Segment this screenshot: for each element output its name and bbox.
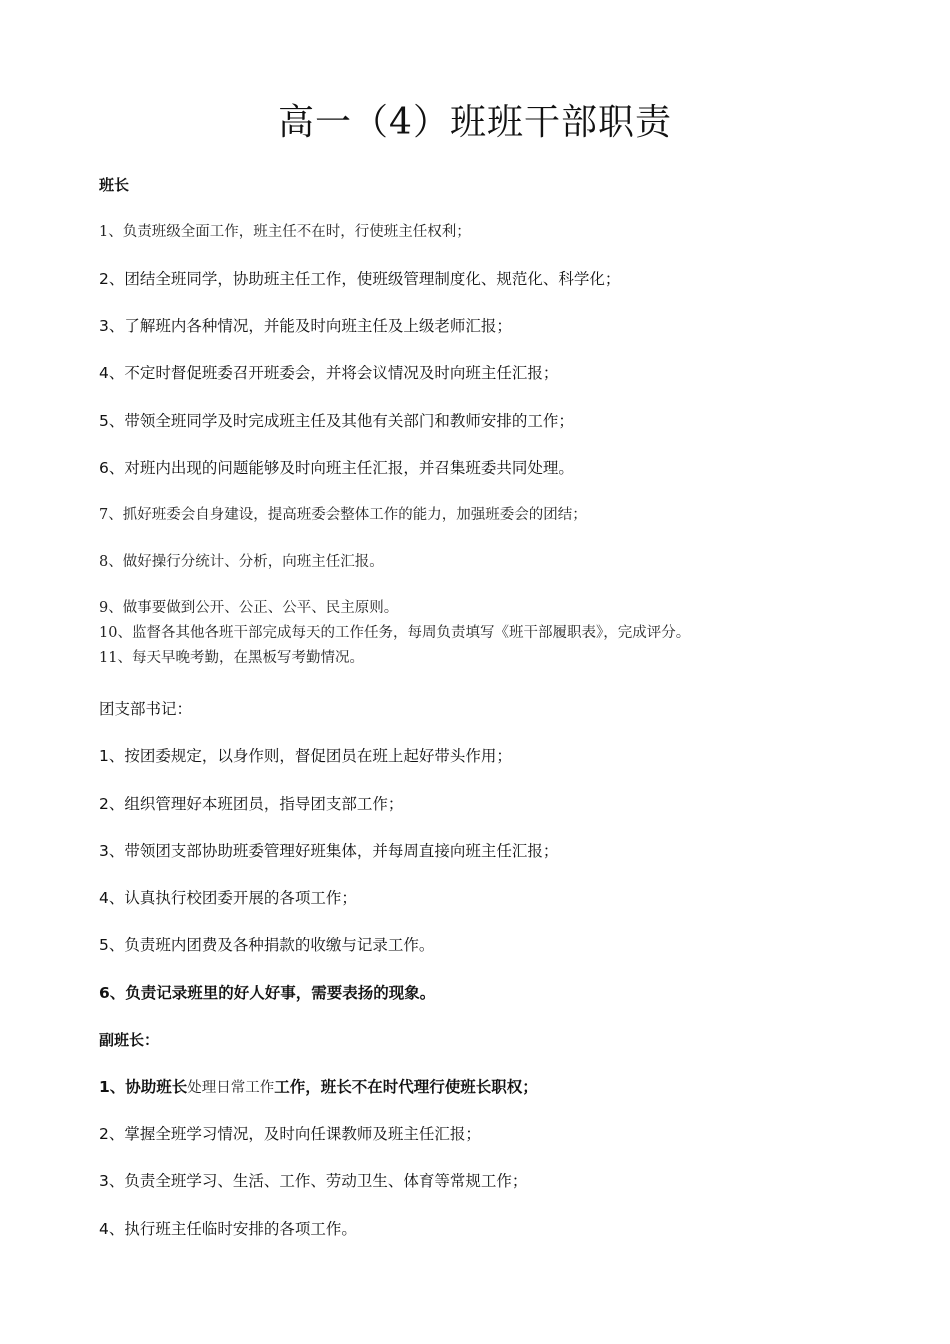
document-title: 高一（4）班班干部职责 [278,102,672,143]
league-duty-1: 1、按团委规定，以身作则，督促团员在班上起好带头作用； [99,747,512,765]
league-duty-6: 6、负责记录班里的好人好事，需要表扬的现象。 [99,984,436,1002]
league-duty-2: 2、组织管理好本班团员，指导团支部工作； [99,795,404,813]
vice-duty-4: 4、执行班主任临时安排的各项工作。 [99,1220,357,1238]
monitor-duty-4: 4、不定时督促班委召开班委会，并将会议情况及时向班主任汇报； [99,364,559,382]
vice-duty-1 [99,1077,538,1098]
vice-duty-1-part-a: 1、协助班长 [99,1078,188,1096]
monitor-duty-1: 1、负责班级全面工作，班主任不在时，行使班主任权利； [99,224,471,240]
monitor-duty-3: 3、了解班内各种情况，并能及时向班主任及上级老师汇报； [99,317,512,335]
monitor-duty-2: 2、团结全班同学，协助班主任工作，使班级管理制度化、规范化、科学化； [99,270,621,288]
monitor-duty-6: 6、对班内出现的问题能够及时向班主任汇报，并召集班委共同处理。 [99,459,574,477]
section-heading-league-secretary: 团支部书记： [99,700,193,718]
league-duty-3: 3、带领团支部协助班委管理好班集体，并每周直接向班主任汇报； [99,842,559,860]
monitor-duty-11: 11、每天早晚考勤，在黑板写考勤情况。 [99,650,364,666]
league-duty-5: 5、负责班内团费及各种捐款的收缴与记录工作。 [99,936,435,954]
vice-duty-1-part-c: 工作，班长不在时代理行使班长职权； [274,1078,538,1096]
monitor-duty-8: 8、做好操行分统计、分析，向班主任汇报。 [99,554,384,570]
monitor-duty-7: 7、抓好班委会自身建设，提高班委会整体工作的能力，加强班委会的团结； [99,507,587,523]
section-heading-vice-monitor: 副班长： [99,1031,160,1049]
league-duty-4: 4、认真执行校团委开展的各项工作； [99,889,357,907]
monitor-duty-5: 5、带领全班同学及时完成班主任及其他有关部门和教师安排的工作； [99,412,574,430]
vice-duty-2: 2、掌握全班学习情况，及时向任课教师及班主任汇报； [99,1125,481,1143]
vice-duty-1-part-b: 处理日常工作 [187,1080,275,1096]
monitor-duty-10: 10、监督各其他各班干部完成每天的工作任务，每周负责填写《班干部履职表》，完成评分。 [99,625,691,641]
section-heading-monitor: 班长 [99,176,130,194]
monitor-duty-9: 9、做事要做到公开、公正、公平、民主原则。 [99,600,399,616]
vice-duty-3: 3、负责全班学习、生活、工作、劳动卫生、体育等常规工作； [99,1172,528,1190]
